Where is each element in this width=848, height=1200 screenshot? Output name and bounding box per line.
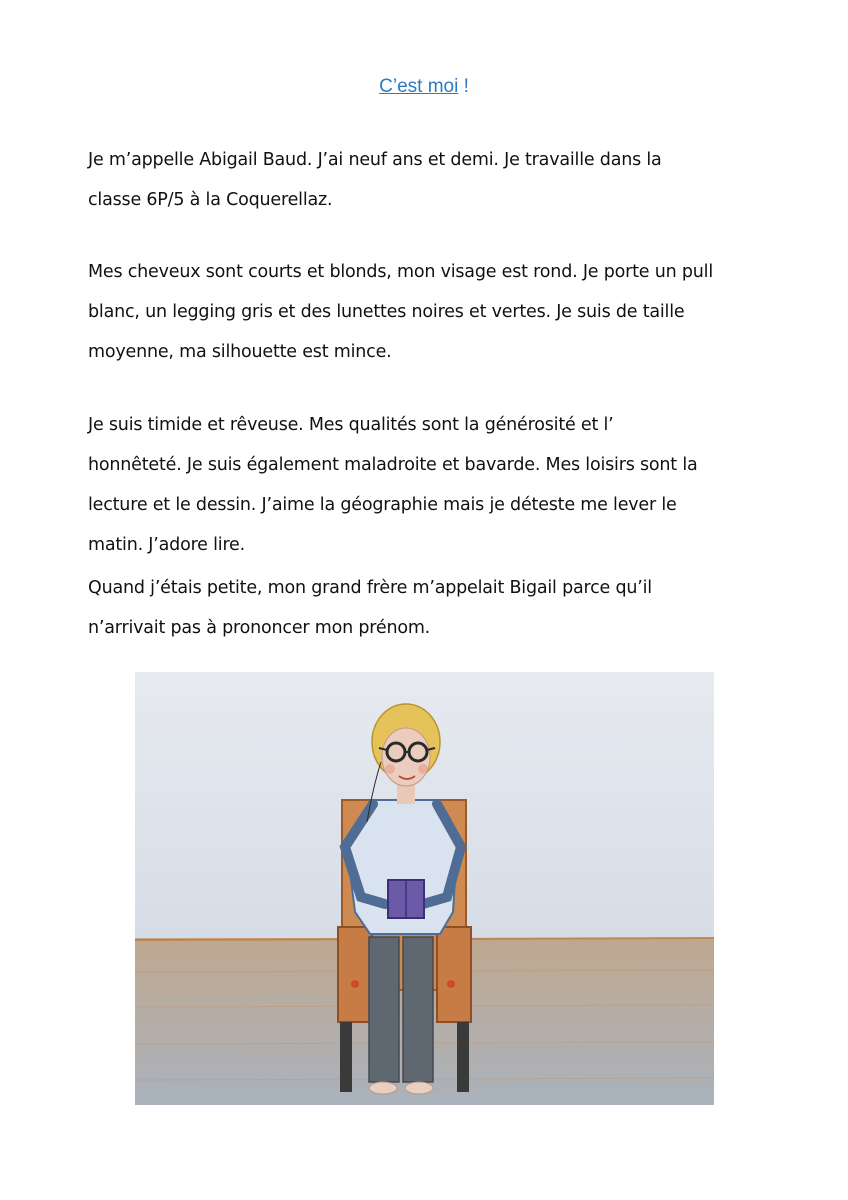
text-line: Je suis timide et rêveuse. Mes qualités sont la générosité et l’ — [88, 415, 614, 435]
chair-arm-right — [437, 927, 471, 1022]
legging-right — [403, 937, 433, 1082]
text-line: Je m’appelle Abigail Baud. J’ai neuf ans et demi. Je travaille dans la — [88, 150, 662, 170]
chair-arm-left — [338, 927, 372, 1022]
paragraph-identity — [88, 140, 788, 220]
drawing-illustration — [135, 672, 714, 1105]
text-line: Quand j’étais petite, mon grand frère m’appelait Bigail parce qu’il — [88, 578, 652, 598]
page-title — [0, 76, 848, 98]
text-line: classe 6P/5 à la Coquerellaz. — [88, 190, 333, 210]
text-line: matin. J’adore lire. — [88, 535, 245, 555]
text-line: n’arrivait pas à prononcer mon prénom. — [88, 618, 431, 638]
paragraph-personality — [88, 405, 788, 565]
title-exclamation: ! — [458, 76, 469, 97]
title-link[interactable]: C’est moi — [379, 76, 459, 97]
chair-leg-left — [340, 1022, 352, 1092]
legging-left — [369, 937, 399, 1082]
text-line: lecture et le dessin. J’aime la géographie mais je déteste me lever le — [88, 495, 677, 515]
text-line: Mes cheveux sont courts et blonds, mon visage est rond. Je porte un pull — [88, 262, 713, 282]
paragraph-appearance — [88, 252, 788, 372]
text-line: moyenne, ma silhouette est mince. — [88, 342, 392, 362]
text-line: blanc, un legging gris et des lunettes noires et vertes. Je suis de taille — [88, 302, 685, 322]
child-drawing-image — [135, 672, 714, 1105]
text-line: honnêteté. Je suis également maladroite et bavarde. Mes loisirs sont la — [88, 455, 698, 475]
paragraph-childhood — [88, 568, 788, 648]
chair-leg-right — [457, 1022, 469, 1092]
